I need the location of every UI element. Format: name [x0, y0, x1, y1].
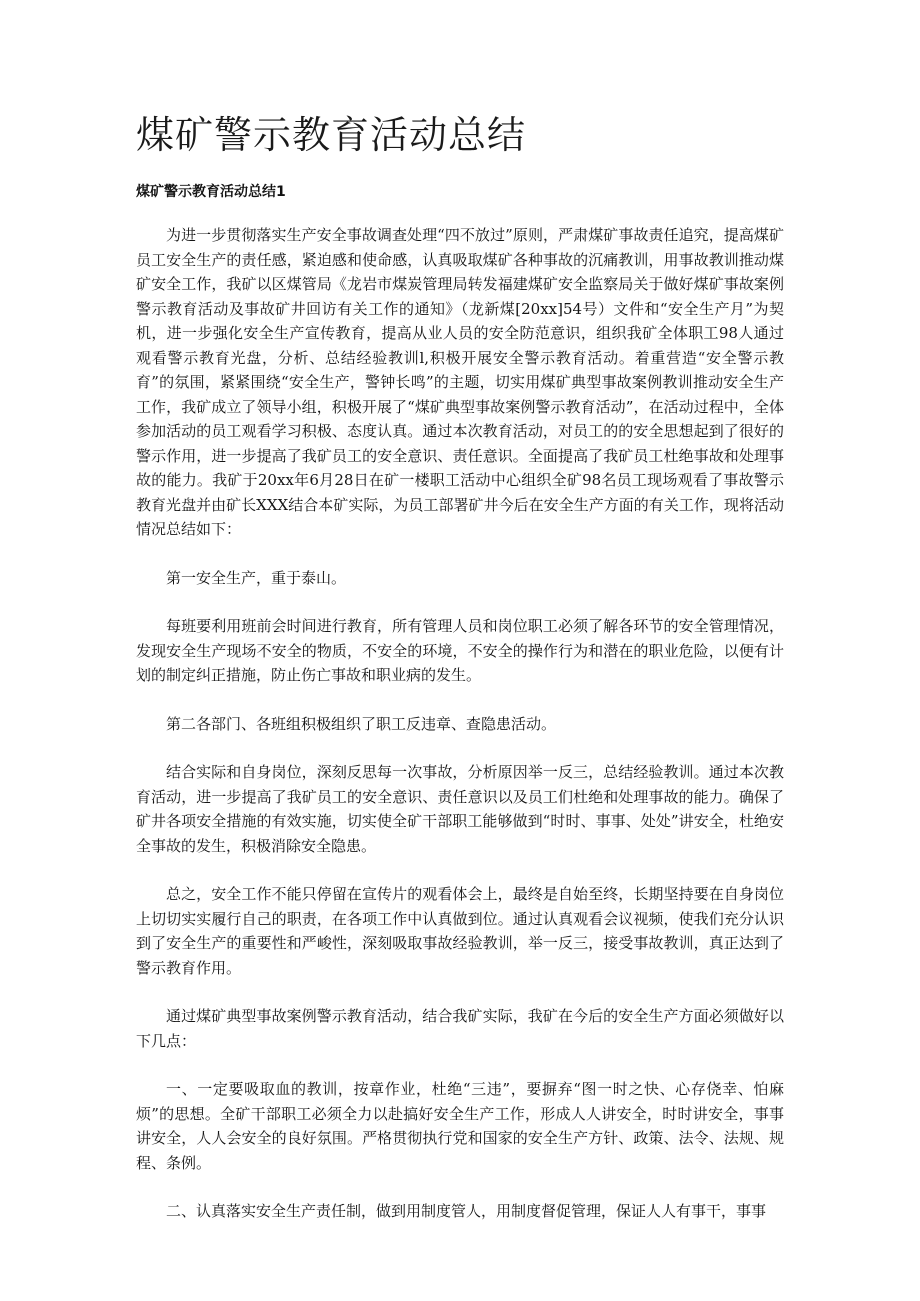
document-subtitle: 煤矿警示教育活动总结1	[136, 184, 286, 200]
paragraph-reflection: 结合实际和自身岗位，深刻反思每一次事故，分析原因举一反三，总结经验教训。通过本次教育活动，进一步提高了我矿员工的安全意识、责任意识以及员工们杜绝和处理事故的能力。确保了矿井各项安全措施的有效实施，切实使全矿干部职工能够做到“时时、事事、处处”讲安全，杜绝安全事故的发生，积极消除安全隐患。	[136, 763, 784, 855]
paragraph-pre-shift-education: 每班要利用班前会时间进行教育，所有管理人员和岗位职工必须了解各环节的安全管理情况，发现安全生产现场不安全的物质，不安全的环境，不安全的操作行为和潜在的职业危险，以便有计划的制定纠正措施，防止伤亡事故和职业病的发生。	[136, 617, 784, 684]
paragraph-intro: 为进一步贯彻落实生产安全事故调查处理“四不放过”原则，严肃煤矿事故责任追究，提高煤矿员工安全生产的责任感，紧迫感和使命感，认真吸取煤矿各种事故的沉痛教训，用事故教训推动煤矿安全工作，我矿以区煤管局《龙岩市煤炭管理局转发福建煤矿安全监察局关于做好煤矿事故案例警示教育活动及事故矿井回访有关工作的通知》（龙新煤[20xx]54号）文件和“安全生产月”为契机，进一步强化安全生产宣传教育，提高从业人员的安全防范意识，组织我矿全体职工98人通过观看警示教育光盘，分析、总结经验教训l,积极开展安全警示教育活动。着重营造“安全警示教育”的氛围，紧紧围绕“安全生产，警钟长鸣”的主题，切实用煤矿典型事故案例教训推动安全生产工作，我矿成立了领导小组，积极开展了“煤矿典型事故案例警示教育活动”，在活动过程中，全体参加活动的员工观看学习积极、态度认真。通过本次教育活动，对员工的的安全思想起到了很好的警示作用，进一步提高了我矿员工的安全意识、责任意识。全面提高了我矿员工杜绝事故和处理事故的能力。我矿于20xx年6月28日在矿一楼职工活动中心组织全矿98名员工现场观看了事故警示教育光盘并由矿长XXX结合本矿实际，为员工部署矿井今后在安全生产方面的有关工作，现将活动情况总结如下：	[136, 226, 784, 538]
paragraph-heading-first: 第一安全生产，重于泰山。	[166, 568, 347, 587]
document-title: 煤矿警示教育活动总结	[136, 113, 527, 157]
paragraph-heading-second: 第二各部门、各班组积极组织了职工反违章、查隐患活动。	[166, 714, 557, 733]
paragraph-lessons-intro: 通过煤矿典型事故案例警示教育活动，结合我矿实际，我矿在今后的安全生产方面必须做好以下几点：	[136, 1007, 784, 1050]
paragraph-point-two: 二、认真落实安全生产责任制，做到用制度管人，用制度督促管理，保证人人有事干，事事	[166, 1202, 767, 1220]
document-body	[136, 223, 784, 1224]
paragraph-point-one: 一、一定要吸取血的教训，按章作业，杜绝“三违”，要摒弃“图一时之快、心存侥幸、怕麻烦”的思想。全矿干部职工必须全力以赴搞好安全生产工作，形成人人讲安全，时时讲安全，事事讲安全，人人会安全的良好氛围。严格贯彻执行党和国家的安全生产方针、政策、法令、法规、规程、条例。	[136, 1080, 784, 1172]
paragraph-summary: 总之，安全工作不能只停留在宣传片的观看体会上，最终是自始至终，长期坚持要在自身岗位上切切实实履行自己的职责，在各项工作中认真做到位。通过认真观看会议视频，使我们充分认识到了安全生产的重要性和严峻性，深刻吸取事故经验教训，举一反三，接受事故教训，真正达到了警示教育作用。	[136, 885, 784, 977]
